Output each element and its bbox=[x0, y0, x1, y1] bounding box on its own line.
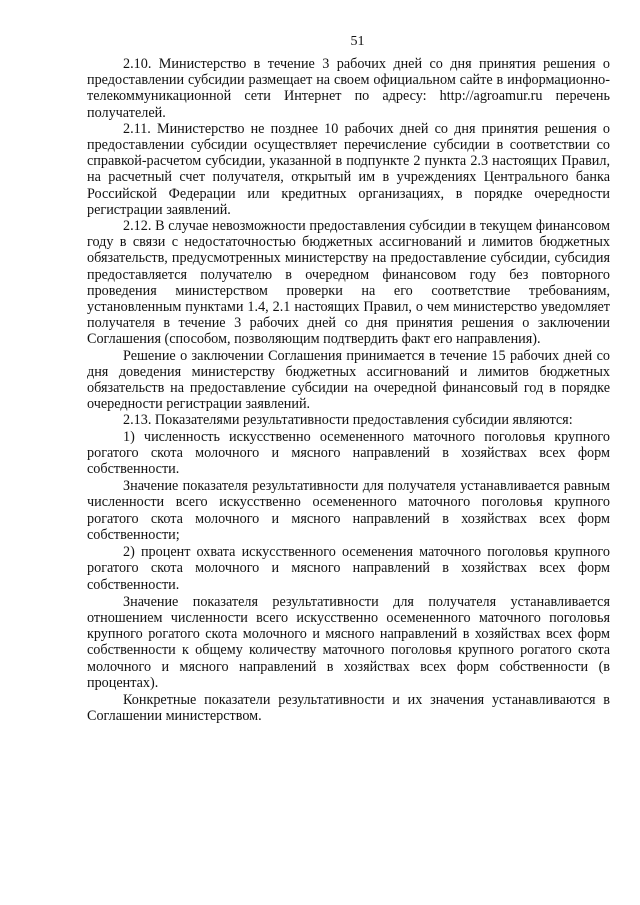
paragraph-2-13: 2.13. Показателями результативности предоставления субсидии являются: bbox=[123, 412, 573, 429]
paragraph-indicator-1: 1) численность искусственно осемененного маточного поголовья крупного рогатого скота молочного и мясного направлений в хозяйствах всех форм собственности. bbox=[87, 428, 610, 478]
paragraph-2-11: 2.11. Министерство не позднее 10 рабочих дней со дня принятия решения о предоставлении субсидии осуществляет перечисление субсидии в соответствии со справкой-расчетом субсидии, указанной в подпункте 2 пункта 2.3 настоящих Правил, на расчетный счет получателя, открытый им в учреждениях Центрального банка Российской Федерации или кредитных организациях, в порядке очередности регистрации заявлений. bbox=[87, 120, 610, 218]
paragraph-indicator-2: 2) процент охвата искусственного осеменения маточного поголовья крупного рогатого скота молочного и мясного направлений в хозяйствах всех форм собственности. bbox=[87, 544, 610, 593]
paragraph-indicator-1-value: Значение показателя результативности для получателя устанавливается равным численности всего искусственно осемененного маточного поголовья крупного рогатого скота молочного и мясного направлений в хозяйствах всех форм собственности; bbox=[87, 478, 610, 543]
paragraph-agreement-decision: Решение о заключении Соглашения принимается в течение 15 рабочих дней со дня доведения министерству бюджетных ассигнований и лимитов бюджетных обязательств на предоставление субсидии на очередной финансовый год в порядке очередности регистрации заявлений. bbox=[87, 347, 610, 413]
page-number: 51 bbox=[350, 34, 365, 49]
paragraph-specific-indicators: Конкретные показатели результативности и их значения устанавливаются в Соглашении министерством. bbox=[87, 691, 610, 725]
paragraph-2-12: 2.12. В случае невозможности предоставления субсидии в текущем финансовом году в связи с недостаточностью бюджетных ассигнований и лимитов бюджетных обязательств, предусмотренных министерству на предоставление субсидии, субсидия предоставляется получателю в очередном финансовом году без повторного проведения министерством проверки на его соответствие требованиям, установленным пунктами 1.4, 2.1 настоящих Правил, о чем министерство уведомляет получателя в течение 3 рабочих дней со дня принятия решения о заключении Соглашения (способом, позволяющим подтвердить факт его направления). bbox=[87, 218, 610, 348]
paragraph-2-10: 2.10. Министерство в течение 3 рабочих дней со дня принятия решения о предоставлении субсидии размещает на своем официальном сайте в информационно-телекоммуникационной сети Интернет по адресу: http://agroamur.ru перечень получателей. bbox=[87, 56, 610, 121]
paragraph-indicator-2-value: Значение показателя результативности для получателя устанавливается отношением численности всего искусственно осемененного маточного поголовья крупного рогатого скота молочного и мясного направлений в хозяйствах всех форм собственности к общему количеству маточного поголовья крупного рогатого скота молочного и мясного направлений в хозяйствах всех форм собственности (в процентах). bbox=[87, 593, 610, 691]
